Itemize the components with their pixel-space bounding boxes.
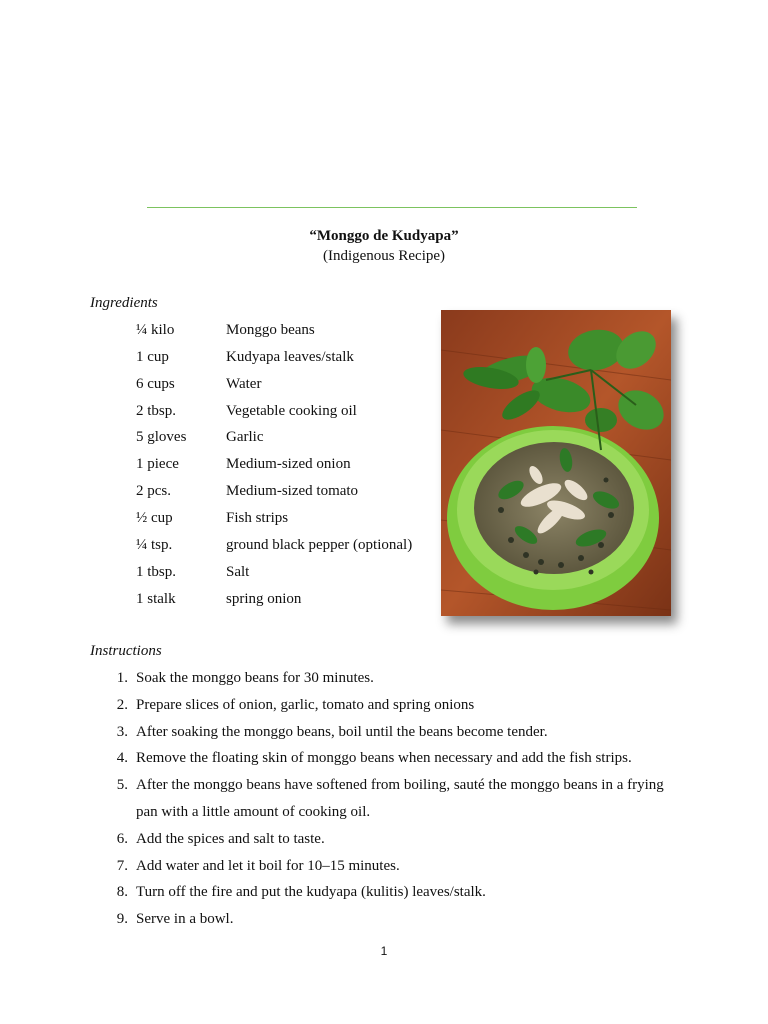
ingredient-name: Fish strips xyxy=(226,510,289,526)
step-text: Add the spices and salt to taste. xyxy=(136,831,325,847)
recipe-subtitle: (Indigenous Recipe) xyxy=(322,248,446,264)
recipe-photo xyxy=(441,310,671,616)
recipe-title: “Monggo de Kudyapa” xyxy=(309,228,459,244)
ingredient-quantity: 1 stalk xyxy=(136,591,176,607)
ingredient-name: Kudyapa leaves/stalk xyxy=(226,349,354,365)
step-number: 3. xyxy=(116,724,128,740)
ingredients-heading: Ingredients xyxy=(90,295,158,311)
ingredient-quantity: ½ cup xyxy=(136,510,173,526)
ingredient-name: Monggo beans xyxy=(226,322,315,338)
step-number: 9. xyxy=(116,911,128,927)
ingredient-quantity: ¼ tsp. xyxy=(136,537,173,553)
step-text: Add water and let it boil for 10–15 minutes. xyxy=(136,858,400,874)
ingredient-name: Salt xyxy=(226,564,250,580)
page-number: 1 xyxy=(380,944,388,958)
step-text: Serve in a bowl. xyxy=(136,911,234,927)
ingredient-name: Medium-sized onion xyxy=(226,456,351,472)
step-text: After soaking the monggo beans, boil until the beans become tender. xyxy=(136,724,548,740)
step-number: 7. xyxy=(116,858,128,874)
step-number: 5. xyxy=(116,777,128,793)
ingredient-quantity: 2 pcs. xyxy=(136,483,171,499)
step-text: After the monggo beans have softened from boiling, sauté the monggo beans in a frying xyxy=(136,777,664,793)
ingredient-quantity: 1 cup xyxy=(136,349,169,365)
step-number: 8. xyxy=(116,884,128,900)
step-number: 4. xyxy=(116,750,128,766)
ingredient-quantity: 2 tbsp. xyxy=(136,403,177,419)
step-text: Soak the monggo beans for 30 minutes. xyxy=(136,670,374,686)
ingredient-quantity: 6 cups xyxy=(136,376,175,392)
ingredient-name: Water xyxy=(226,376,262,392)
ingredient-name: Garlic xyxy=(226,429,264,445)
ingredient-name: Vegetable cooking oil xyxy=(226,403,357,419)
ingredient-quantity: 1 piece xyxy=(136,456,179,472)
ingredient-quantity: ¼ kilo xyxy=(136,322,175,338)
ingredient-quantity: 5 gloves xyxy=(136,429,187,445)
step-number: 2. xyxy=(116,697,128,713)
step-text: Remove the floating skin of monggo beans when necessary and add the fish strips. xyxy=(136,750,632,766)
instructions-heading: Instructions xyxy=(90,643,162,659)
step-number: 6. xyxy=(116,831,128,847)
step-text: Turn off the fire and put the kudyapa (kulitis) leaves/stalk. xyxy=(136,884,486,900)
step-number: 1. xyxy=(116,670,128,686)
ingredient-quantity: 1 tbsp. xyxy=(136,564,177,580)
ingredient-name: Medium-sized tomato xyxy=(226,483,359,499)
step-text: Prepare slices of onion, garlic, tomato and spring onions xyxy=(136,697,475,713)
ingredient-name: spring onion xyxy=(226,591,302,607)
ingredient-name: ground black pepper (optional) xyxy=(226,537,413,553)
header-divider xyxy=(147,207,637,208)
step-text-continued: pan with a little amount of cooking oil. xyxy=(136,804,371,820)
